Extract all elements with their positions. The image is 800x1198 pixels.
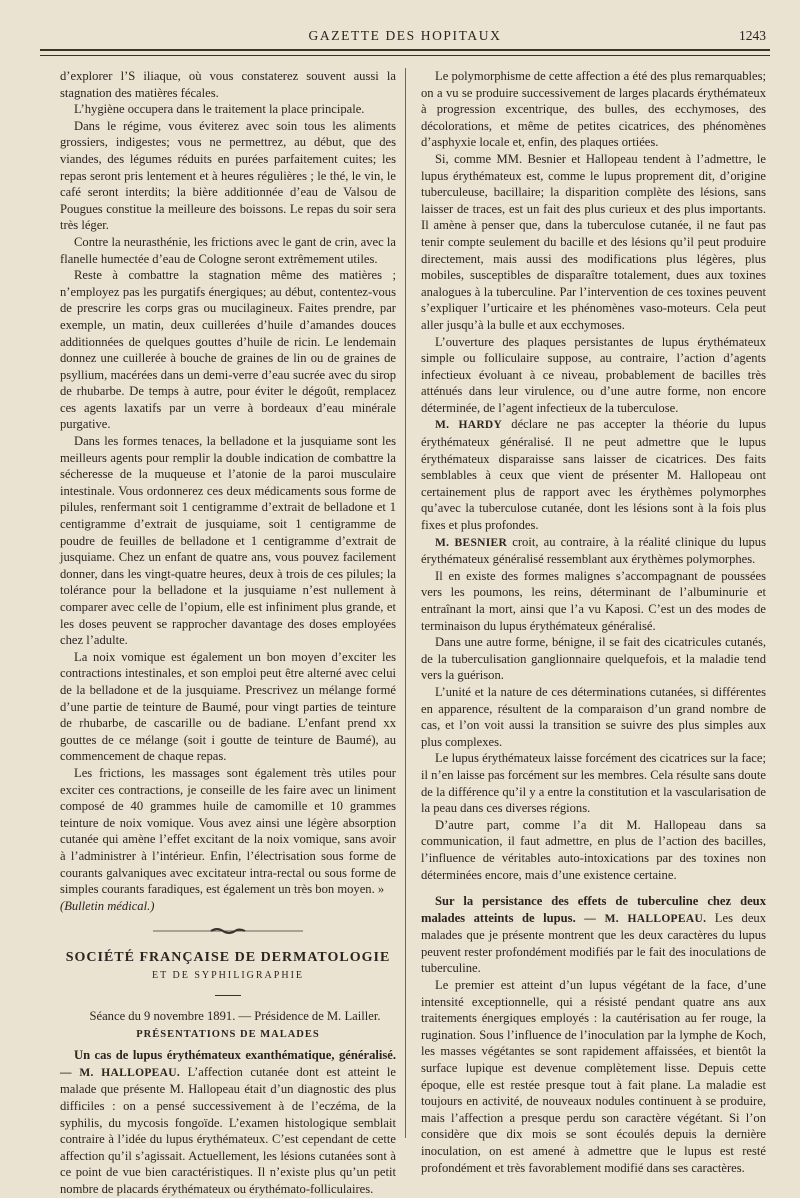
speaker-name: M. HARDY: [435, 419, 503, 432]
article-text: Les deux malades que je présente montrent que les deux caractères du lupus peuvent rester profondément modifiés par le fait des inoculations de tuberculine.: [421, 910, 766, 976]
paragraph: Les frictions, les massages sont également très utiles pour exciter ces contractions, je conseille de les faire avec un liniment composé de 40 grammes huile de camomille et 10 grammes teinture de noix vomique. Vous avez ainsi une légère absorption cutanée qui amène l’effet excitant de la noix vomique, sans avoir à l’administrer à l’intérieur. Enfin, l’électrisation sous forme de courants galvaniques avec excitateur intra-rectal ou sous forme de simples courants faradiques, est également un très bon moyen. »: [60, 765, 396, 897]
paragraph: Dans les formes tenaces, la belladone et la jusquiame sont les meilleurs agents pour remplir la double indication de combattre la sécheresse de la muqueuse et l’atonie de la paroi musculaire intestinale. Vous ordonnerez ces deux médicaments sous forme de pilules, renfermant soit 1 centigramme d’extrait de belladone et 1 centigramme d’extrait de jusquiame, soit 1 centigramme de poudre de feuilles de belladone et 1 centigramme d’extrait de jusquiame. Chez un enfant de quatre ans, vous pouvez facilement donner, dans les vingt-quatre heures, deux à trois de ces pilules; la tolérance pour la belladone et la jusquiame n’est nullement à comparer avec celle de l’opium, elle est infiniment plus grande, et les doses peuvent se rapprocher davantage des doses employées chez l’adulte.: [60, 434, 396, 648]
paragraph: Dans une autre forme, bénigne, il se fait des cicatricules cutanés, de la tuberculisation ganglionnaire quelquefois, et la maladie tend vers la guérison.: [421, 635, 766, 683]
article-author: — M. HALLOPEAU.: [584, 912, 707, 925]
section-ornament: [60, 923, 396, 940]
paragraph: L’unité et la nature de ces déterminations cutanées, si différentes en apparence, résultent de la comparaison d’un grand nombre de cas, et l’on voit aussi la transition se suivre des plus simples aux plus complexes.: [421, 684, 766, 749]
page-header: [40, 28, 770, 46]
paragraph: D’autre part, comme l’a dit M. Hallopeau dans sa communication, il faut admettre, en plus de l’action des bacilles, l’influence de véritables auto-intoxications par des toxines non déterminées encore, mais d’une existence certaine.: [421, 817, 766, 882]
paragraph: [421, 416, 766, 533]
paragraph: [421, 893, 766, 977]
paragraph: Dans le régime, vous éviterez avec soin tous les aliments grossiers, indigestes; vous ne permettrez, au début, que des viandes, des légumes réduits en purées parfaitement cuites; les repas seront pris lentement et à heures régulières ; le thé, le vin, le café seront interdits; la bière additionnée d’eau de Valsou de Pougues constitue la meilleure des boissons. Le repas du soir sera très léger.: [60, 118, 396, 233]
speaker-name: M. BESNIER: [435, 536, 508, 549]
case-text: L’affection cutanée dont est atteint le malade que présente M. Hallopeau était d’un diagnostic des plus difficiles : on a pensé successivement à de l’eczéma, de la syphilis, du mycosis fongoïde. L’examen histologique semblait contraire à l’idée du lupus érythémateux. C’est cependant de cette affection qu’il s’agissait. Actuellement, les lésions cutanées sont à ce point de vue bien caractéristiques. Il n’existe plus qu’un petit nombre de placards érythémateux ou érythémato-folliculaires.: [60, 1064, 396, 1196]
right-column: [421, 68, 766, 1176]
journal-title: GAZETTE DES HOPITAUX: [308, 28, 502, 43]
speaker-text: déclare ne pas accepter la théorie du lupus érythémateux généralisé. Il ne peut admettre que le lupus érythémateux disparaisse sans laisser de cicatrices. Des faits semblables à ceux que vient de présenter M. Hallopeau ont certainement plus de rapport avec les érythèmes polymorphes qu’avec la tuberculose cutanée, dont les lésions sont à la fois plus fixes et plus profondes.: [421, 417, 766, 533]
society-title: SOCIÉTÉ FRANÇAISE DE DERMATOLOGIE: [65, 949, 391, 965]
case-paragraph: [60, 1047, 396, 1197]
paragraph: La noix vomique est également un bon moyen d’exciter les contractions intestinales, et son emploi peut être alterné avec celui de la belladone et de la jusquiame. Prescrivez un mélange formé d’une partie de teinture de Baumé, pour vingt parties de teinture de rhubarbe, de cascarille ou de badiane. L’enfant prend xx gouttes de ce mélange (soit i goutte de teinture de Baumé), au commencement de chaque repas.: [60, 649, 396, 764]
source-citation: (Bulletin médical.): [60, 898, 155, 913]
paragraph: Il en existe des formes malignes s’accompagnant de poussées vers les poumons, les reins, déterminant de l’albuminurie et entraînant la mort, ainsi que l’a vu Kaposi. C’est un des modes de terminaison du lupus érythémateux généralisé.: [421, 568, 766, 633]
case-title: Un cas de lupus érythémateux exanthématique, généralisé.: [74, 1048, 396, 1063]
session-line: Séance du 9 novembre 1891. — Présidence de M. Lailler.: [89, 1009, 381, 1024]
presentations-heading: PRÉSENTATIONS DE MALADES: [136, 1028, 320, 1040]
header-rule: [40, 49, 770, 51]
article-title: Sur la persistance des effets de tuberculine chez deux malades atteints de lupus.: [421, 894, 766, 925]
paragraph: Le premier est atteint d’un lupus végétant de la face, d’une intensité exceptionnelle, qui a résisté pendant quatre ans aux traitements énergiques employés : la cautérisation au fer rouge, la rugination. Sous l’influence de l’inoculation par la lymphe de Koch, les masses végétantes se sont rapidement affaissées, et bientôt la surface lupique est devenue complètement lisse. Depuis cette époque, elle est restée presque tout à fait plane. La maladie est toujours en activité, de nouveaux nodules continuent à se produire, mais l’affection a presque perdu son caractère végétant. Si l’on considère que dix mois se sont écoulés depuis la dernière inoculation, on est amené à admettre que le lupus est resté profondément et très favorablement modifié dans ses caractères.: [421, 978, 766, 1175]
spacer: [421, 883, 766, 893]
paragraph: L’ouverture des plaques persistantes de lupus érythémateux simple ou folliculaire suppose, au contraire, l’action d’agents infectieux évoluant à ce niveau, probablement de bacilles très atténués dans leur virulence, ou d’une autre forme, non encore déterminée, de l’agent infectieux de la tuberculose.: [421, 334, 766, 415]
divider: [215, 995, 241, 996]
paragraph: L’hygiène occupera dans le traitement la place principale.: [74, 102, 365, 117]
case-author: — M. HALLOPEAU.: [60, 1066, 181, 1079]
paragraph: Le lupus érythémateux laisse forcément des cicatrices sur la face; il n’en laisse pas forcément sur les membres. Cela résulte sans doute de la différence qu’il y a entre la constitution et la vascularisation de la peau dans ces diverses régions.: [421, 751, 766, 816]
paragraph: Le polymorphisme de cette affection a été des plus remarquables; on a vu se produire successivement de larges placards érythémateux à progression excentrique, des bulles, des ecchymoses, des décolorations, et même de petites cicatrices, des phénomènes d’asphyxie locale et, enfin, des plaques ortiées.: [421, 69, 766, 150]
header-rule-thin: [40, 55, 770, 56]
paragraph: Reste à combattre la stagnation même des matières ; n’employez pas les purgatifs énergiques; au début, contentez-vous de prescrire les corps gras ou mucilagineux. Faites prendre, par exemple, un matin, deux cuillerées d’huile d’amandes douces additionnées de quelques gouttes d’huile de ricin. Le lendemain donnez une cuillerée à bouche de graines de lin ou de graines de psyllium, macérées dans un demi-verre d’eau sucrée avec du sirop de rhubarbe. De temps à autre, pour éviter le dégoût, remplacez ces agents laxatifs par un verre à bordeaux d’eau minérale purgative.: [60, 268, 396, 432]
paragraph: Contre la neurasthénie, les frictions avec le gant de crin, avec la flanelle humectée d’eau de Cologne seront extrêmement utiles.: [60, 234, 396, 266]
speaker-text: croit, au contraire, à la réalité clinique du lupus érythémateux généralisé ressemblant aux érythèmes polymorphes.: [421, 534, 766, 567]
column-separator: [405, 68, 406, 1138]
paragraph: [421, 534, 766, 568]
society-subtitle: ET DE SYPHILIGRAPHIE: [151, 970, 305, 982]
paragraph: Si, comme MM. Besnier et Hallopeau tendent à l’admettre, le lupus érythémateux est, comme le lupus proprement dit, d’origine tuberculeuse, bacillaire; la disparition complète des lésions, sans laisser de traces, est un fait des plus curieux et des plus importants. Il amène à penser que, dans la tuberculose cutanée, il ne faut pas tenir compte seulement du bacille et des lésions qu’il peut produire directement, mais aussi des modifications plus légères, plus mobiles, susceptibles de disparaître totalement, dues aux toxines analogues à la tuberculine. Par l’intervention de ces toxines peuvent s’expliquer l’urticaire et les phénomènes vaso-moteurs. Cela peut aller jusqu’à la bulle et aux ecchymoses.: [421, 151, 766, 332]
paragraph: d’explorer l’S iliaque, où vous constaterez souvent aussi la stagnation des matières fécales.: [60, 69, 396, 100]
page-number: 1243: [739, 28, 766, 43]
left-column: [60, 68, 396, 1198]
